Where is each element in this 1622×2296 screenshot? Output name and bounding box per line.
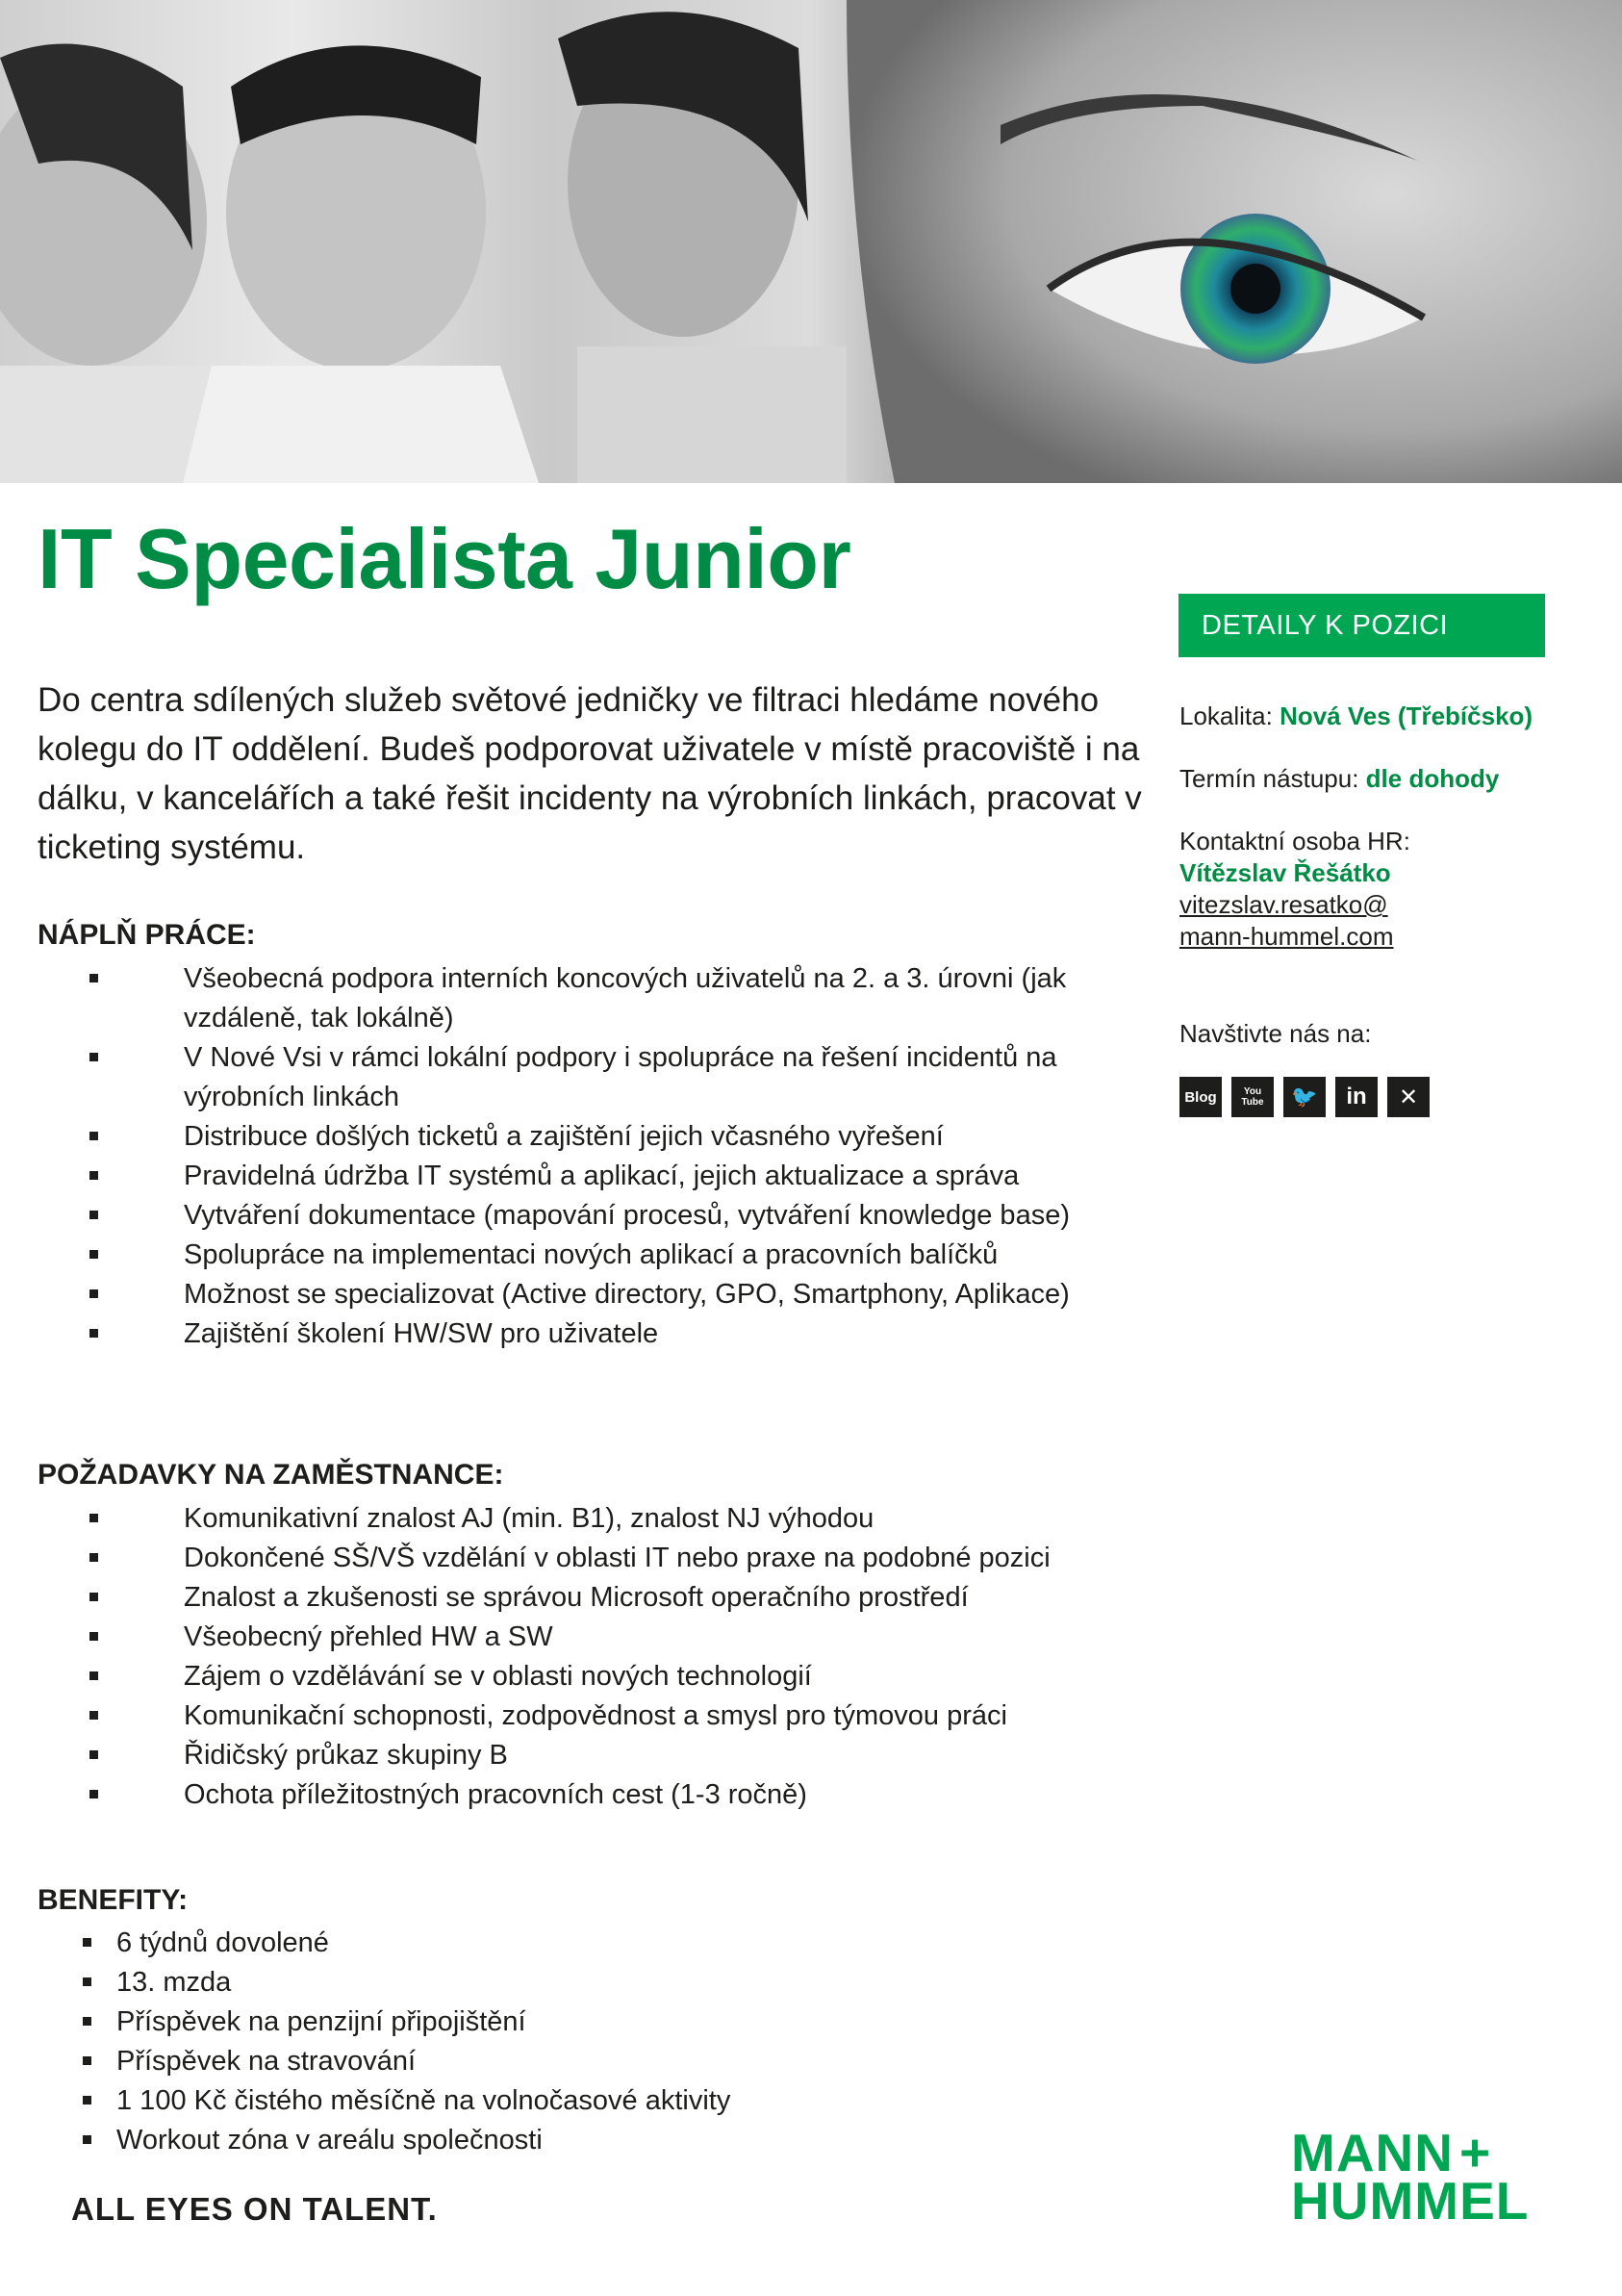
social-links — [1179, 1077, 1430, 1117]
list-item: Příspěvek na stravování — [0, 2042, 962, 2081]
list-item: Zájem o vzdělávání se v oblasti nových technologií — [0, 1657, 1154, 1696]
start-label: Termín nástupu: — [1179, 764, 1359, 793]
list-item: V Nové Vsi v rámci lokální podpory i spolupráce na řešení incidentů na výrobních linkách — [0, 1038, 1154, 1117]
list-item: Všeobecná podpora interních koncových uživatelů na 2. a 3. úrovni (jak vzdáleně, tak lokálně) — [0, 959, 1154, 1038]
shirt-woman — [577, 346, 847, 483]
location-value: Nová Ves (Třebíčsko) — [1280, 702, 1533, 730]
bullet-icon — [89, 1250, 98, 1259]
list-item: Spolupráce na implementaci nových aplikací a pracovních balíčků — [0, 1236, 1154, 1275]
list-item: Znalost a zkušenosti se správou Microsoft operačního prostředí — [0, 1578, 1154, 1618]
list-item: Řidičský průkaz skupiny B — [0, 1736, 1154, 1775]
twitter-icon[interactable]: 🐦 — [1283, 1077, 1326, 1117]
contact-label: Kontaktní osoba HR: — [1179, 827, 1410, 855]
list-item: Workout zóna v areálu společnosti — [0, 2121, 962, 2160]
pupil — [1230, 264, 1280, 314]
bullet-icon — [83, 2017, 91, 2026]
list-item: 6 týdnů dovolené — [0, 1924, 962, 1963]
list-item: Vytváření dokumentace (mapování procesů, vytváření knowledge base) — [0, 1196, 1154, 1236]
shirt-man — [183, 366, 539, 483]
list-item: Dokončené SŠ/VŠ vzdělání v oblasti IT nebo praxe na podobné pozici — [0, 1539, 1154, 1578]
location-row — [1179, 701, 1533, 732]
bullet-icon — [89, 1671, 98, 1680]
visit-label: Navštivte nás na: — [1179, 1019, 1372, 1048]
brand-logo: MANN + HUMMEL — [1291, 2123, 1530, 2231]
tasks-heading: NÁPLŇ PRÁCE: — [38, 919, 256, 951]
xing-icon[interactable]: ✕ — [1387, 1077, 1430, 1117]
list-item: Ochota příležitostných pracovních cest (1-3 ročně) — [0, 1775, 1154, 1815]
list-item: Komunikativní znalost AJ (min. B1), znalost NJ výhodou — [0, 1499, 1154, 1539]
bullet-icon — [83, 1938, 91, 1947]
list-item: Distribuce došlých ticketů a zajištění jejich včasného vyřešení — [0, 1117, 1154, 1157]
hero-photo — [0, 0, 1622, 483]
details-button[interactable]: DETAILY K POZICI — [1178, 594, 1545, 657]
bullet-icon — [89, 1053, 98, 1061]
bullet-icon — [89, 1289, 98, 1298]
bullet-icon — [83, 2056, 91, 2065]
bullet-icon — [89, 974, 98, 982]
job-title: IT Specialista Junior — [38, 511, 851, 606]
list-item: Komunikační schopnosti, zodpovědnost a smysl pro týmovou práci — [0, 1696, 1154, 1736]
bullet-icon — [89, 1632, 98, 1641]
contact-block — [1179, 826, 1410, 953]
list-item: Zajištění školení HW/SW pro uživatele — [0, 1314, 1154, 1354]
bullet-icon — [89, 1171, 98, 1180]
list-item: Pravidelná údržba IT systémů a aplikací, jejich aktualizace a správa — [0, 1157, 1154, 1196]
bullet-icon — [89, 1553, 98, 1562]
bullet-icon — [89, 1711, 98, 1720]
location-label: Lokalita: — [1179, 702, 1273, 730]
bullet-icon — [89, 1750, 98, 1759]
bullet-icon — [83, 2096, 91, 2105]
linkedin-icon[interactable]: in — [1335, 1077, 1378, 1117]
reqs-list — [0, 1499, 1154, 1815]
contact-email-link[interactable]: vitezslav.resatko@ mann-hummel.com — [1179, 890, 1394, 951]
contact-name: Vítězslav Řešátko — [1179, 858, 1391, 887]
list-item: Příspěvek na penzijní připojištění — [0, 2003, 962, 2042]
blog-icon[interactable]: Blog — [1179, 1077, 1222, 1117]
list-item: Možnost se specializovat (Active directory, GPO, Smartphony, Aplikace) — [0, 1275, 1154, 1314]
bullet-icon — [89, 1514, 98, 1522]
benefits-list — [0, 1924, 962, 2160]
start-value: dle dohody — [1365, 764, 1500, 793]
reqs-heading: POŽADAVKY NA ZAMĚSTNANCE: — [38, 1459, 504, 1491]
bullet-icon — [89, 1211, 98, 1219]
bullet-icon — [83, 1977, 91, 1986]
tagline: ALL EYES ON TALENT. — [71, 2191, 438, 2227]
youtube-icon[interactable]: You Tube — [1231, 1077, 1274, 1117]
bullet-icon — [89, 1790, 98, 1799]
tasks-list — [0, 959, 1154, 1354]
hero-illustration — [0, 0, 1622, 483]
bullet-icon — [89, 1329, 98, 1338]
bullet-icon — [83, 2135, 91, 2144]
list-item: 1 100 Kč čistého měsíčně na volnočasové aktivity — [0, 2081, 962, 2121]
intro-text: Do centra sdílených služeb světové jedničky ve filtraci hledáme nového kolegu do IT oddělení. Budeš podporovat uživatele v místě pracoviště i na dálku, v kancelářích a také řešit incidenty na výrobních linkách, pracovat v ticketing systému. — [38, 681, 1142, 866]
start-row — [1179, 763, 1499, 795]
bullet-icon — [89, 1593, 98, 1601]
bullet-icon — [89, 1132, 98, 1140]
list-item: Všeobecný přehled HW a SW — [0, 1618, 1154, 1657]
benefits-heading: BENEFITY: — [38, 1884, 189, 1916]
list-item: 13. mzda — [0, 1963, 962, 2003]
